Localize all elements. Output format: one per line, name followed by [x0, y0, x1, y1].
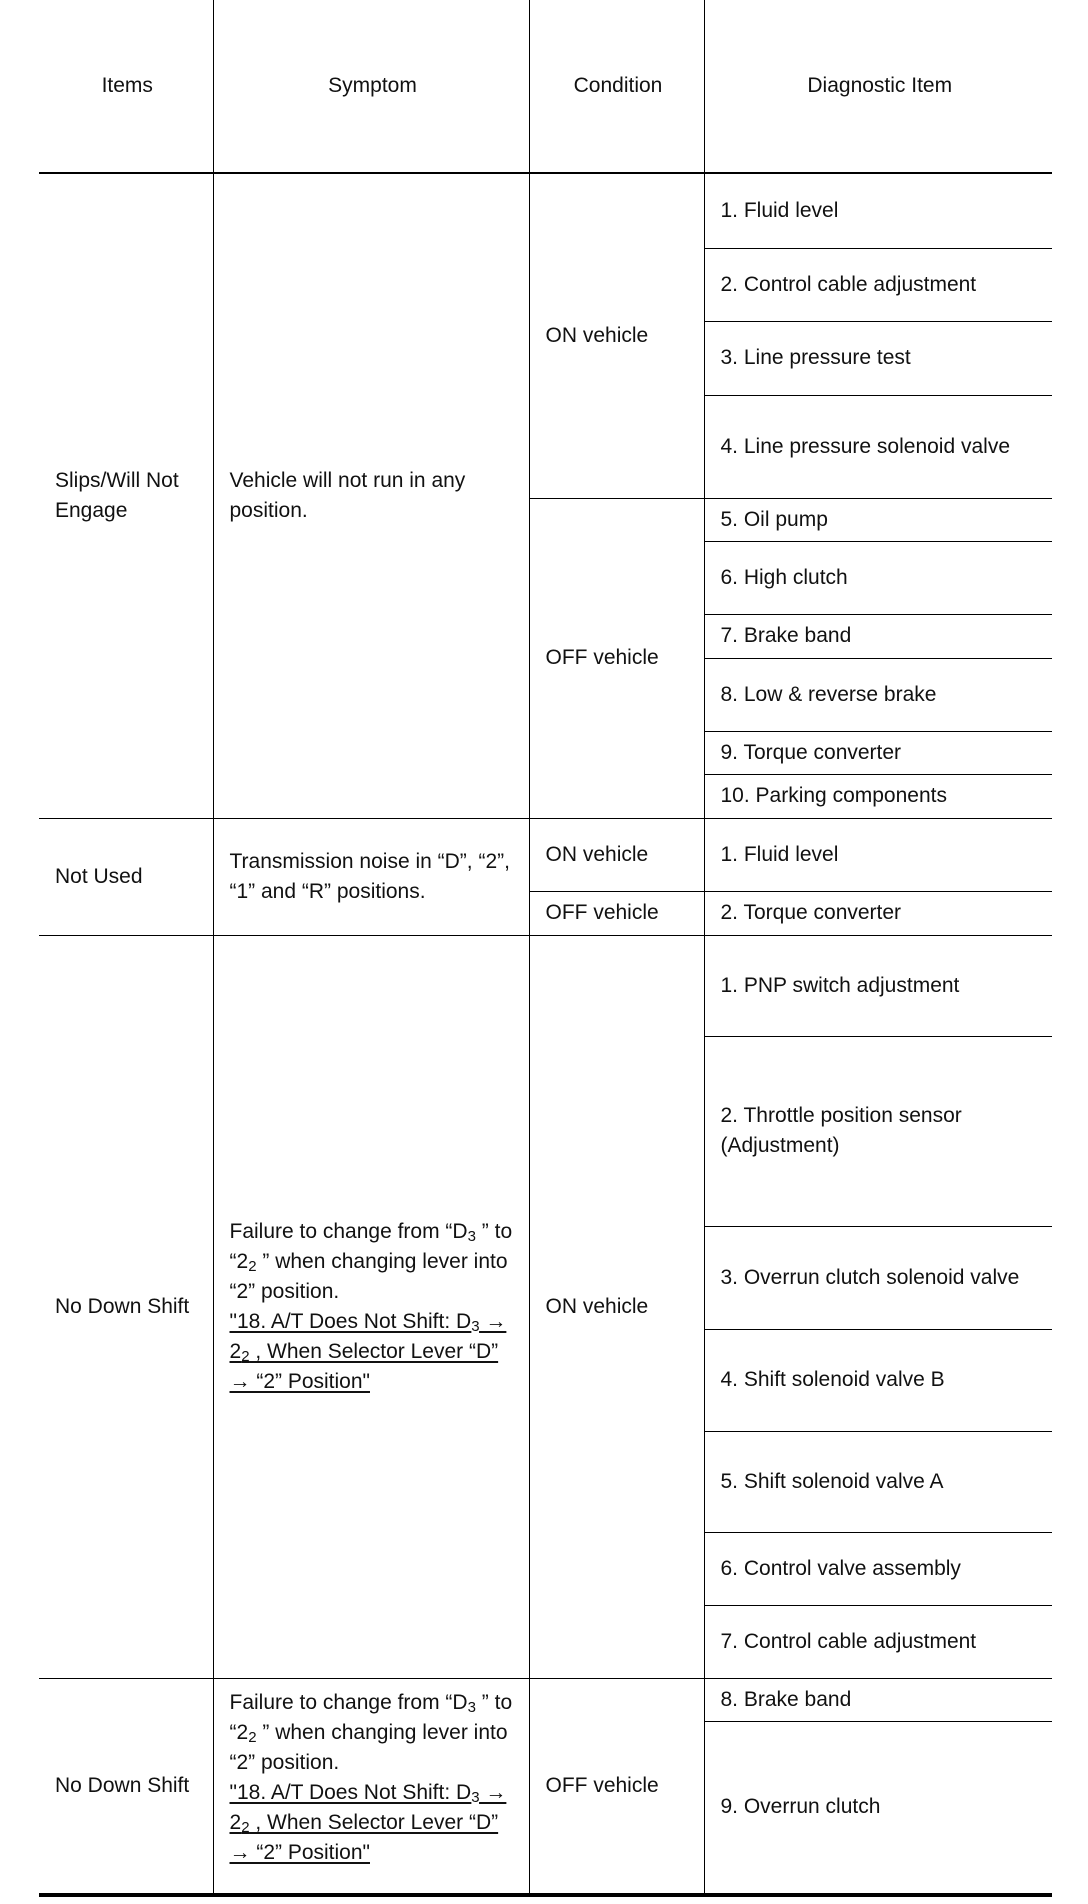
diagnostic-item: 6. High clutch	[704, 541, 1052, 614]
symptom-cell: Vehicle will not run in any position.	[213, 173, 529, 818]
table-row	[39, 173, 1052, 248]
condition-cell: OFF vehicle	[529, 498, 704, 818]
diagnostic-item: 2. Throttle position sensor (Adjustment)	[704, 1036, 1052, 1226]
table-row	[39, 935, 1052, 1036]
diagnostic-item: 8. Brake band	[704, 1678, 1052, 1721]
diagnostic-item: 4. Shift solenoid valve B	[704, 1329, 1052, 1431]
diagnostic-item: 7. Control cable adjustment	[704, 1605, 1052, 1678]
diagnostic-item: 2. Torque converter	[704, 891, 1052, 935]
symptom-text: Failure to change from “$D_3$ ” to “$2_2$ ” when changing lever into “2” position.	[229, 1219, 513, 1303]
item-cell: No Down Shift	[39, 935, 213, 1678]
symptom-cell	[213, 1678, 529, 1895]
header-row	[39, 0, 1052, 173]
diagnostic-item: 1. Fluid level	[704, 173, 1052, 248]
condition-cell: ON vehicle	[529, 173, 704, 498]
condition-cell: ON vehicle	[529, 935, 704, 1678]
item-cell: Not Used	[39, 818, 213, 935]
diagnostic-item: 10. Parking components	[704, 774, 1052, 818]
diagnostic-item: 3. Line pressure test	[704, 321, 1052, 395]
condition-cell: ON vehicle	[529, 818, 704, 891]
diagnostic-item: 3. Overrun clutch solenoid valve	[704, 1226, 1052, 1329]
reference-link[interactable]: "18. A/T Does Not Shift: $D_3 \to 2_2$ , When Selector Lever “D” → “2” Position"	[229, 1309, 507, 1393]
diagnostic-item: 9. Overrun clutch	[704, 1721, 1052, 1895]
diagnostic-item: 9. Torque converter	[704, 731, 1052, 774]
diagnostic-item: 7. Brake band	[704, 614, 1052, 658]
reference-link[interactable]: "18. A/T Does Not Shift: $D_3 \to 2_2$ , When Selector Lever “D” → “2” Position"	[229, 1780, 507, 1864]
symptom-cell	[213, 935, 529, 1678]
diagnostic-item: 5. Shift solenoid valve A	[704, 1431, 1052, 1532]
diagnostic-item: 2. Control cable adjustment	[704, 248, 1052, 321]
diagnostic-item: 1. PNP switch adjustment	[704, 935, 1052, 1036]
condition-cell: OFF vehicle	[529, 891, 704, 935]
symptom-text: Failure to change from “$D_3$ ” to “$2_2$ ” when changing lever into “2” position.	[229, 1690, 513, 1774]
diagnostic-item: 5. Oil pump	[704, 498, 1052, 541]
header-symptom: Symptom	[213, 0, 529, 173]
diagnostic-item: 1. Fluid level	[704, 818, 1052, 891]
symptom-cell: Transmission noise in “D”, “2”, “1” and “R” positions.	[213, 818, 529, 935]
header-items: Items	[39, 0, 213, 173]
table-row	[39, 1678, 1052, 1721]
diagnostic-item: 4. Line pressure solenoid valve	[704, 395, 1052, 498]
header-diagnostic-item: Diagnostic Item	[704, 0, 1052, 173]
header-condition: Condition	[529, 0, 704, 173]
condition-cell: OFF vehicle	[529, 1678, 704, 1895]
item-cell: No Down Shift	[39, 1678, 213, 1895]
item-cell: Slips/Will Not Engage	[39, 173, 213, 818]
diagnostic-item: 8. Low & reverse brake	[704, 658, 1052, 731]
diagnostic-item: 6. Control valve assembly	[704, 1532, 1052, 1605]
table-row	[39, 818, 1052, 891]
diagnostic-table	[39, 0, 1052, 1897]
